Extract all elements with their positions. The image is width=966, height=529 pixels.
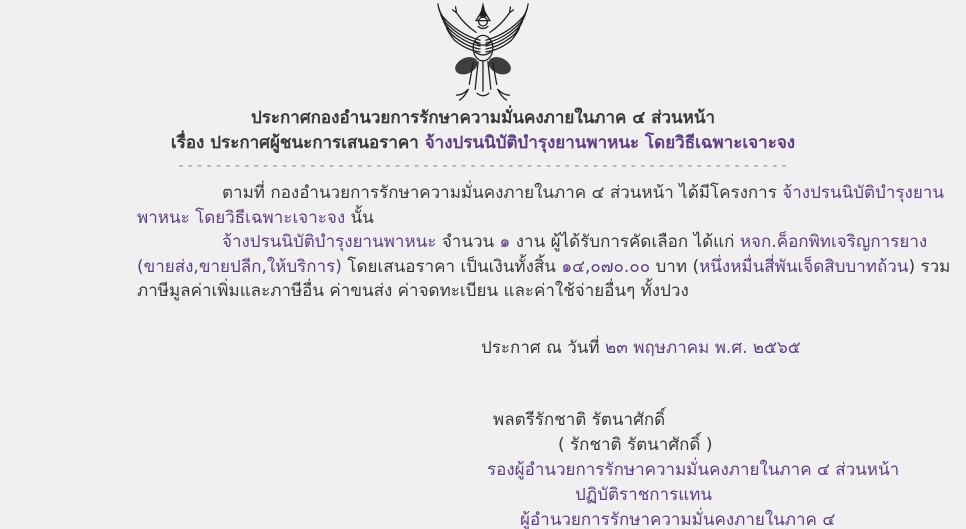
text-segment-dynamic: หจก.ค็อกพิทเจริญการยาง [739, 232, 928, 252]
body-line-1 [222, 181, 944, 205]
text-segment-dynamic: (ขายส่ง,ขายปลีก,ให้บริการ) [137, 257, 342, 277]
body-line-5 [137, 279, 689, 303]
signatory-name-parenthesized: ( รักชาติ รัตนาศักดิ์ ) [558, 435, 713, 455]
signatory-rank-and-name: พลตรีรักชาติ รัตนาศักดิ์ [493, 410, 666, 430]
text-segment-static: ประกาศ ณ วันที่ [481, 338, 606, 358]
text-segment-dynamic: หนึ่งหมื่นสี่พันเจ็ดสิบบาทถ้วน [699, 257, 909, 277]
signatory-acting-for-line: ปฏิบัติราชการแทน [575, 485, 713, 505]
text-segment-static: โดยเสนอราคา เป็นเงินทั้งสิ้น [341, 257, 562, 277]
announcement-date-line [481, 336, 801, 360]
dashed-divider: ----------------------------------------------------------------- [176, 158, 790, 174]
text-segment-static: บาท ( [650, 257, 700, 277]
text-segment-dynamic: ๑ [499, 232, 511, 252]
text-segment-static: นั้น [345, 208, 374, 228]
announcement-subject-line [0, 131, 966, 155]
signatory-position-line-1: รองผู้อำนวยการรักษาความมั่นคงภายในภาค ๔ ส่วนหน้า [487, 460, 900, 480]
text-segment-static: งาน ผู้ได้รับการคัดเลือก ได้แก่ [510, 232, 740, 252]
text-segment-static: ตามที่ กองอำนวยการรักษาความมั่นคงภายในภาค ๔ ส่วนหน้า ได้มีโครงการ [222, 183, 783, 203]
text-segment-static: เรื่อง ประกาศผู้ชนะการเสนอราคา [170, 133, 425, 153]
text-segment-static: จำนวน [436, 232, 500, 252]
body-line-4 [137, 255, 950, 279]
text-segment-dynamic: จ้างปรนนิบัติบำรุงยานพาหนะ โดยวิธีเฉพาะเจาะจง [424, 133, 796, 153]
text-segment-dynamic: จ้างปรนนิบัติบำรุงยาน [782, 183, 944, 203]
text-segment-dynamic: จ้างปรนนิบัติบำรุงยานพาหนะ [222, 232, 437, 252]
signatory-position-line-2: ผู้อำนวยการรักษาความมั่นคงภายในภาค ๔ [520, 510, 836, 529]
text-segment-dynamic: ๒๓ พฤษภาคม พ.ศ. ๒๕๖๕ [605, 338, 801, 358]
text-segment-static: ภาษีมูลค่าเพิ่มและภาษีอื่น ค่าขนส่ง ค่าจดทะเบียน และค่าใช้จ่ายอื่นๆ ทั้งปวง [137, 281, 689, 301]
text-segment-dynamic: พาหนะ โดยวิธีเฉพาะเจาะจง [137, 208, 346, 228]
garuda-emblem-icon [428, 1, 538, 104]
text-segment-dynamic: ๑๔,๐๗๐.๐๐ [561, 257, 651, 277]
body-line-2 [137, 206, 374, 230]
body-line-3 [222, 230, 927, 254]
announcement-title: ประกาศกองอำนวยการรักษาความมั่นคงภายในภาค ๔ ส่วนหน้า [250, 108, 716, 128]
text-segment-static: ) รวม [908, 257, 951, 277]
